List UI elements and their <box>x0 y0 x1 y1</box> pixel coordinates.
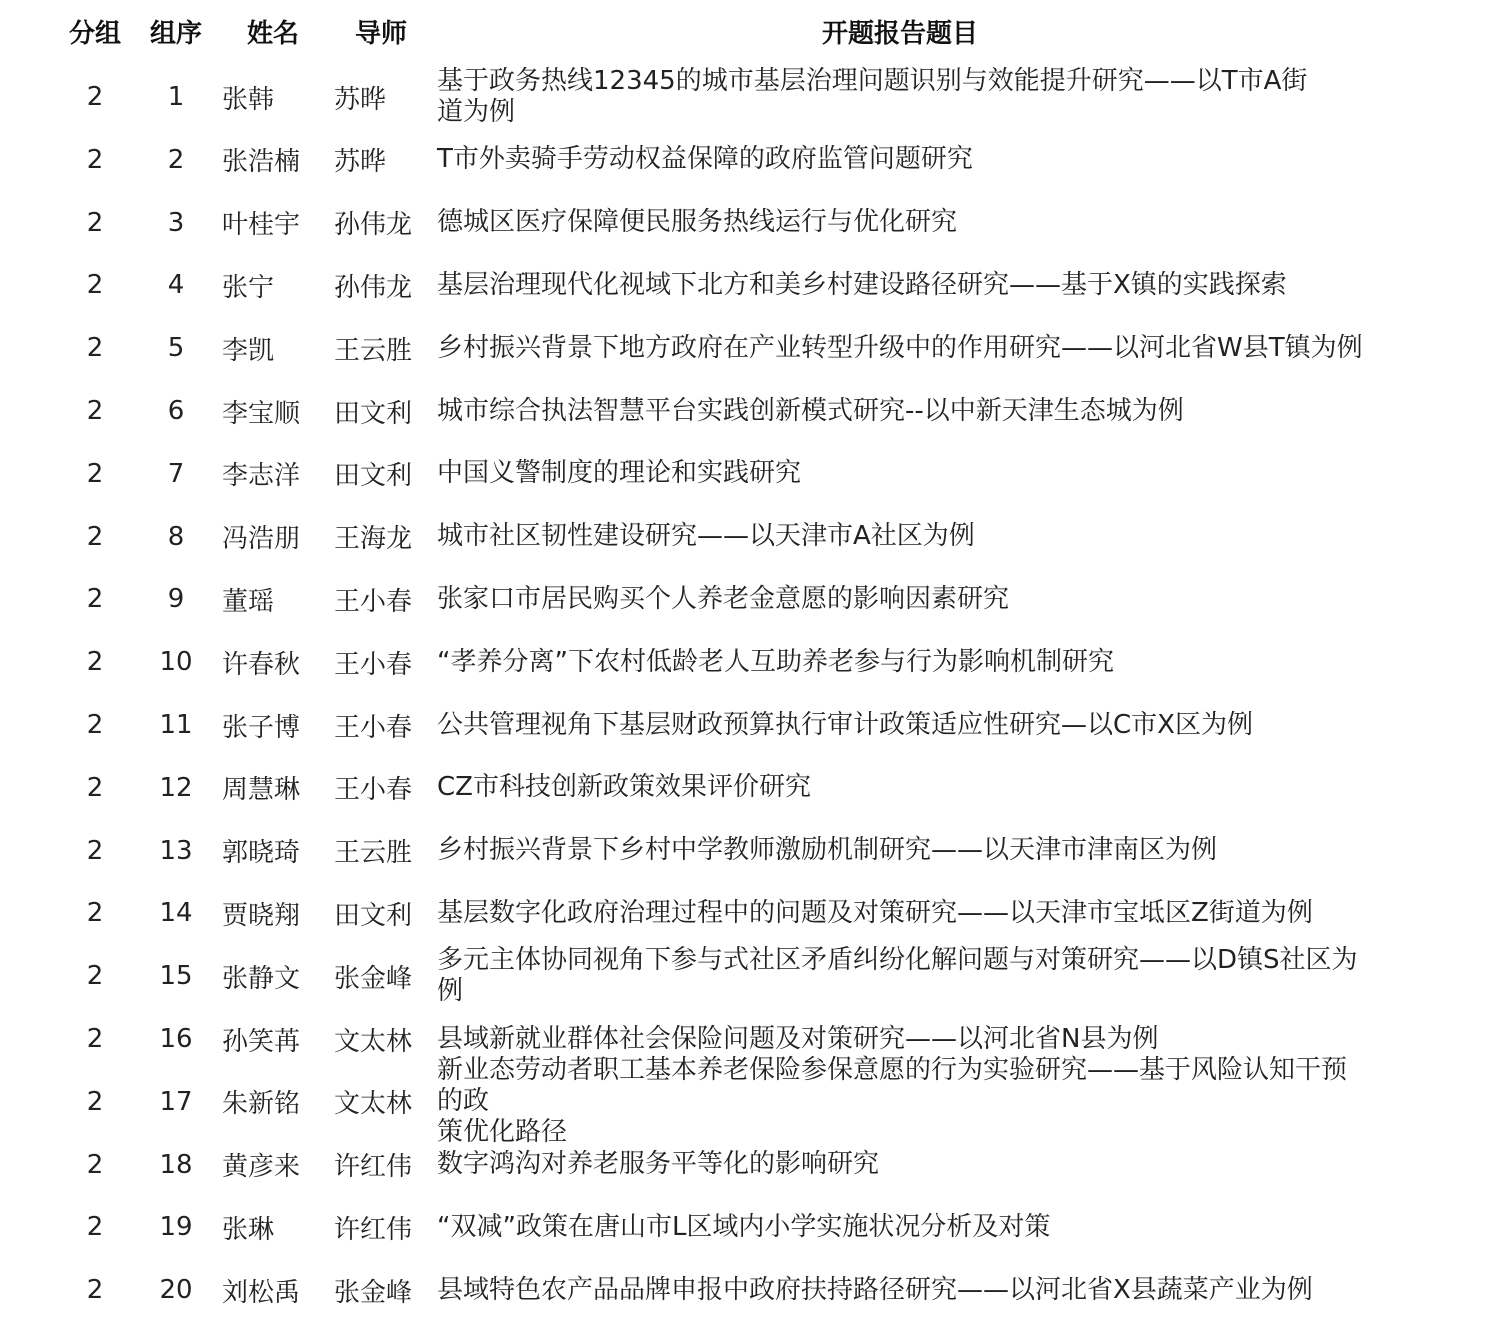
table-row <box>0 568 1499 630</box>
table-row <box>0 254 1499 316</box>
cell-title: 基于政务热线12345的城市基层治理问题识别与效能提升研究——以T市A街 道为例 <box>437 66 1308 127</box>
cell-group: 2 <box>86 207 104 238</box>
cell-tutor: 苏晔 <box>334 84 387 115</box>
cell-tutor: 文太林 <box>334 1026 413 1057</box>
cell-title: 基层治理现代化视域下北方和美乡村建设路径研究——基于X镇的实践探索 <box>437 269 1287 300</box>
cell-order: 16 <box>159 1024 193 1054</box>
cell-title: 中国义警制度的理论和实践研究 <box>437 458 802 489</box>
cell-group: 2 <box>86 710 104 740</box>
cell-name: 孙笑苒 <box>222 1026 301 1057</box>
cell-order: 3 <box>167 207 185 238</box>
header-group: 分组 <box>68 19 121 49</box>
table-row <box>0 882 1499 944</box>
cell-order: 2 <box>167 144 185 175</box>
cell-title: “孝养分离”下农村低龄老人互助养老参与行为影响机制研究 <box>437 646 1114 677</box>
cell-name: 张子博 <box>222 712 301 743</box>
header-name: 姓名 <box>246 19 299 49</box>
cell-group: 2 <box>86 772 104 803</box>
cell-group: 2 <box>86 82 104 112</box>
cell-tutor: 王小春 <box>334 649 413 680</box>
cell-group: 2 <box>86 1275 104 1306</box>
cell-title: 多元主体协同视角下参与式社区矛盾纠纷化解问题与对策研究——以D镇S社区为例 <box>437 945 1358 1007</box>
cell-name: 李宝顺 <box>222 398 301 429</box>
cell-tutor: 王小春 <box>334 586 413 617</box>
cell-group: 2 <box>86 584 104 615</box>
cell-order: 11 <box>159 710 193 740</box>
cell-name: 刘松禹 <box>222 1277 301 1308</box>
cell-group: 2 <box>86 1212 104 1243</box>
cell-name: 李凯 <box>222 335 275 366</box>
cell-order: 13 <box>159 835 193 866</box>
cell-group: 2 <box>86 396 104 426</box>
header-tutor: 导师 <box>354 19 407 49</box>
cell-tutor: 文太林 <box>334 1089 413 1120</box>
cell-order: 1 <box>167 82 185 112</box>
cell-name: 冯浩朋 <box>222 524 301 555</box>
cell-title: 城市社区韧性建设研究——以天津市A社区为例 <box>437 521 975 552</box>
cell-group: 2 <box>86 1086 104 1117</box>
cell-title: 张家口市居民购买个人养老金意愿的影响因素研究 <box>437 583 1010 614</box>
cell-order: 4 <box>167 270 185 301</box>
cell-order: 15 <box>159 961 193 992</box>
cell-order: 6 <box>167 396 185 426</box>
table-row <box>0 820 1499 882</box>
cell-order: 14 <box>159 898 193 929</box>
cell-order: 12 <box>159 772 193 803</box>
table-row <box>0 757 1499 819</box>
cell-tutor: 许红伟 <box>334 1214 413 1245</box>
cell-group: 2 <box>86 521 104 552</box>
table-row <box>0 317 1499 379</box>
cell-group: 2 <box>86 835 104 866</box>
cell-group: 2 <box>86 961 104 992</box>
cell-group: 2 <box>86 898 104 929</box>
table-row <box>0 1196 1499 1258</box>
cell-tutor: 王云胜 <box>334 838 413 869</box>
cell-tutor: 许红伟 <box>334 1152 413 1183</box>
table-row <box>0 443 1499 505</box>
cell-name: 许春秋 <box>222 649 301 680</box>
table-row <box>0 694 1499 756</box>
cell-name: 叶桂宇 <box>222 210 301 241</box>
cell-name: 张琳 <box>222 1214 275 1245</box>
cell-name: 张宁 <box>222 272 275 303</box>
table-header <box>0 0 1499 68</box>
cell-title: 县域新就业群体社会保险问题及对策研究——以河北省N县为例 <box>437 1023 1159 1054</box>
cell-name: 贾晓翔 <box>222 900 301 931</box>
cell-name: 黄彦来 <box>222 1152 301 1183</box>
cell-title: 数字鸿沟对养老服务平等化的影响研究 <box>437 1149 880 1180</box>
cell-order: 18 <box>159 1149 193 1180</box>
header-order: 组序 <box>149 19 202 49</box>
table-row <box>0 1259 1499 1321</box>
cell-tutor: 孙伟龙 <box>334 210 413 241</box>
cell-title: “双减”政策在唐山市L区域内小学实施状况分析及对策 <box>437 1211 1051 1242</box>
cell-title: 德城区医疗保障便民服务热线运行与优化研究 <box>437 207 958 238</box>
table-row <box>0 192 1499 254</box>
cell-group: 2 <box>86 333 104 364</box>
cell-tutor: 苏晔 <box>334 147 387 178</box>
cell-tutor: 田文利 <box>334 398 413 429</box>
cell-name: 张静文 <box>222 963 301 994</box>
cell-group: 2 <box>86 647 104 678</box>
cell-name: 张韩 <box>222 84 275 115</box>
cell-tutor: 孙伟龙 <box>334 272 413 303</box>
cell-tutor: 张金峰 <box>334 963 413 994</box>
cell-order: 20 <box>159 1275 193 1306</box>
table-row <box>0 1055 1499 1148</box>
cell-order: 8 <box>167 521 185 552</box>
table-row <box>0 506 1499 568</box>
table-row <box>0 631 1499 693</box>
table-row <box>0 1134 1499 1196</box>
cell-order: 5 <box>167 333 185 364</box>
cell-order: 17 <box>159 1086 193 1117</box>
cell-group: 2 <box>86 458 104 489</box>
cell-group: 2 <box>86 144 104 175</box>
header-title: 开题报告题目 <box>821 19 978 49</box>
cell-tutor: 田文利 <box>334 461 413 492</box>
cell-title: 公共管理视角下基层财政预算执行审计政策适应性研究—以C市X区为例 <box>437 709 1253 740</box>
cell-tutor: 王云胜 <box>334 335 413 366</box>
cell-name: 董瑶 <box>222 586 275 617</box>
cell-title: 乡村振兴背景下地方政府在产业转型升级中的作用研究——以河北省W县T镇为例 <box>437 332 1363 363</box>
cell-tutor: 王海龙 <box>334 524 413 555</box>
table-row <box>0 945 1499 1007</box>
cell-title: 乡村振兴背景下乡村中学教师激励机制研究——以天津市津南区为例 <box>437 835 1218 866</box>
cell-title: 城市综合执法智慧平台实践创新模式研究--以中新天津生态城为例 <box>437 395 1184 426</box>
table-row <box>0 129 1499 191</box>
cell-group: 2 <box>86 1149 104 1180</box>
cell-order: 10 <box>159 647 193 678</box>
cell-name: 李志洋 <box>222 461 301 492</box>
cell-tutor: 王小春 <box>334 712 413 743</box>
table-row <box>0 380 1499 442</box>
cell-group: 2 <box>86 270 104 301</box>
cell-title: CZ市科技创新政策效果评价研究 <box>437 772 811 803</box>
cell-title: 新业态劳动者职工基本养老保险参保意愿的行为实验研究——基于风险认知干预的政 策优化路径 <box>437 1055 1348 1148</box>
cell-tutor: 王小春 <box>334 775 413 806</box>
cell-group: 2 <box>86 1024 104 1054</box>
table-row <box>0 66 1499 128</box>
cell-order: 19 <box>159 1212 193 1243</box>
cell-tutor: 田文利 <box>334 900 413 931</box>
cell-title: 县域特色农产品品牌申报中政府扶持路径研究——以河北省X县蔬菜产业为例 <box>437 1274 1313 1305</box>
cell-order: 9 <box>167 584 185 615</box>
cell-title: T市外卖骑手劳动权益保障的政府监管问题研究 <box>437 144 973 175</box>
cell-title: 基层数字化政府治理过程中的问题及对策研究——以天津市宝坻区Z街道为例 <box>437 897 1313 928</box>
cell-order: 7 <box>167 458 185 489</box>
cell-name: 郭晓琦 <box>222 838 301 869</box>
cell-name: 朱新铭 <box>222 1089 301 1120</box>
cell-name: 周慧琳 <box>222 775 301 806</box>
cell-name: 张浩楠 <box>222 147 301 178</box>
cell-tutor: 张金峰 <box>334 1277 413 1308</box>
